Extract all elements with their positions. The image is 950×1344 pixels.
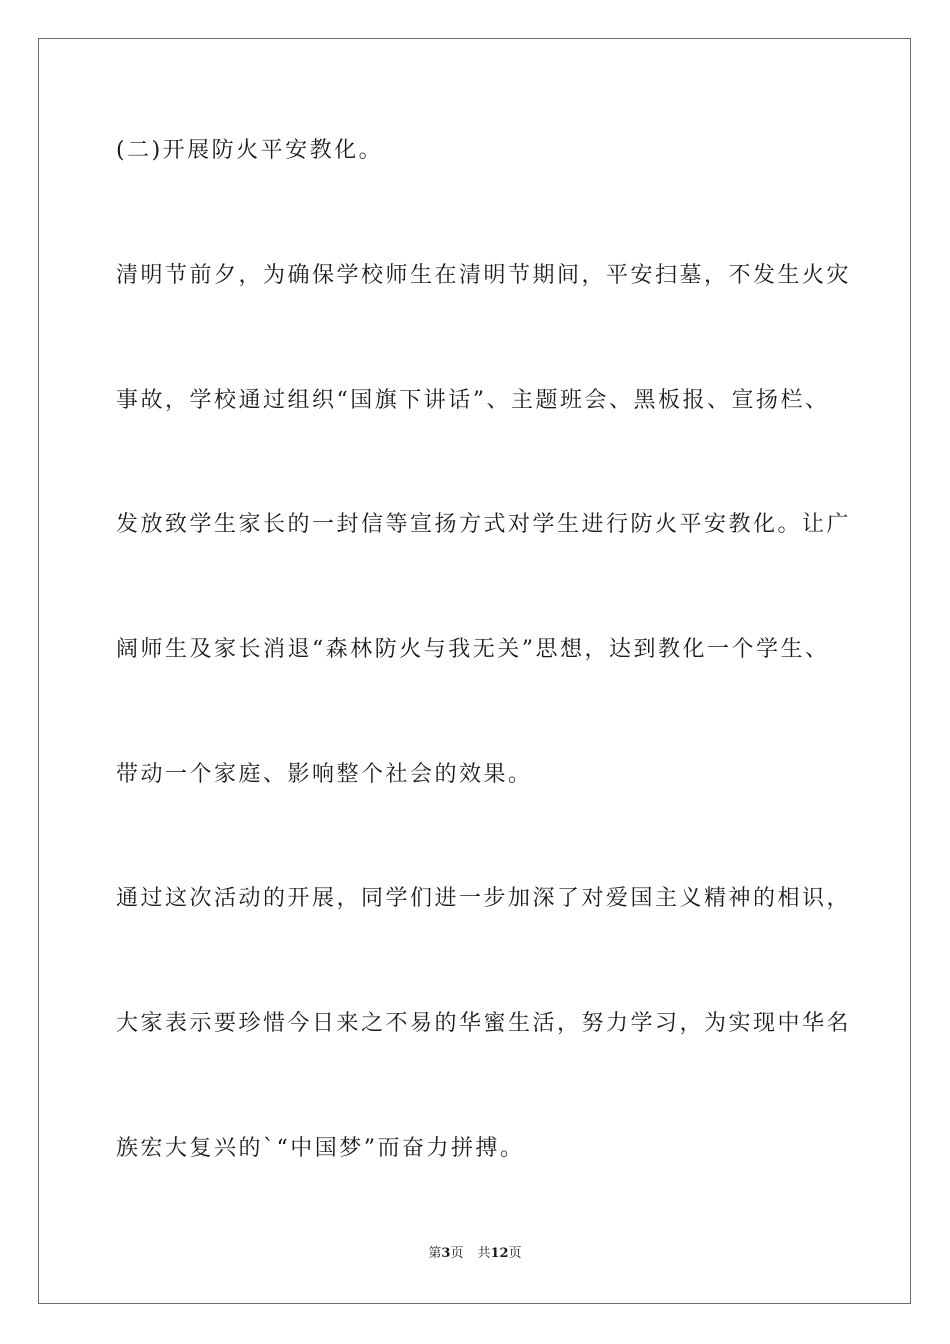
- page-suffix: 页: [450, 1246, 464, 1261]
- total-prefix: 共: [477, 1246, 491, 1261]
- section-heading: (二)开展防火平安教化。: [116, 138, 384, 163]
- paragraph-line: 带动一个家庭、影响整个社会的效果。: [116, 762, 533, 787]
- total-suffix: 页: [508, 1246, 522, 1261]
- total-page-number: 12: [490, 1246, 509, 1261]
- page-footer: [0, 1245, 950, 1263]
- paragraph-line: 大家表示要珍惜今日来之不易的华蜜生活，努力学习，为实现中华名: [116, 1011, 852, 1036]
- paragraph-line: 阔师生及家长消退“森林防火与我无关”思想，达到教化一个学生、: [116, 637, 830, 662]
- paragraph-line: 通过这次活动的开展，同学们进一步加深了对爱国主义精神的相识，: [116, 886, 852, 911]
- paragraph-line: 事故，学校通过组织“国旗下讲话”、主题班会、黑板报、宣扬栏、: [116, 388, 830, 413]
- page-prefix: 第: [428, 1246, 442, 1261]
- current-page-number: 3: [441, 1246, 451, 1261]
- paragraph-line: 清明节前夕，为确保学校师生在清明节期间，平安扫墓，不发生火灾: [116, 263, 852, 288]
- paragraph-line: 族宏大复兴的`“中国梦”而奋力拼搏。: [116, 1136, 525, 1161]
- page-frame: [38, 38, 911, 1304]
- paragraph-line: 发放致学生家长的一封信等宣扬方式对学生进行防火平安教化。让广: [116, 512, 852, 537]
